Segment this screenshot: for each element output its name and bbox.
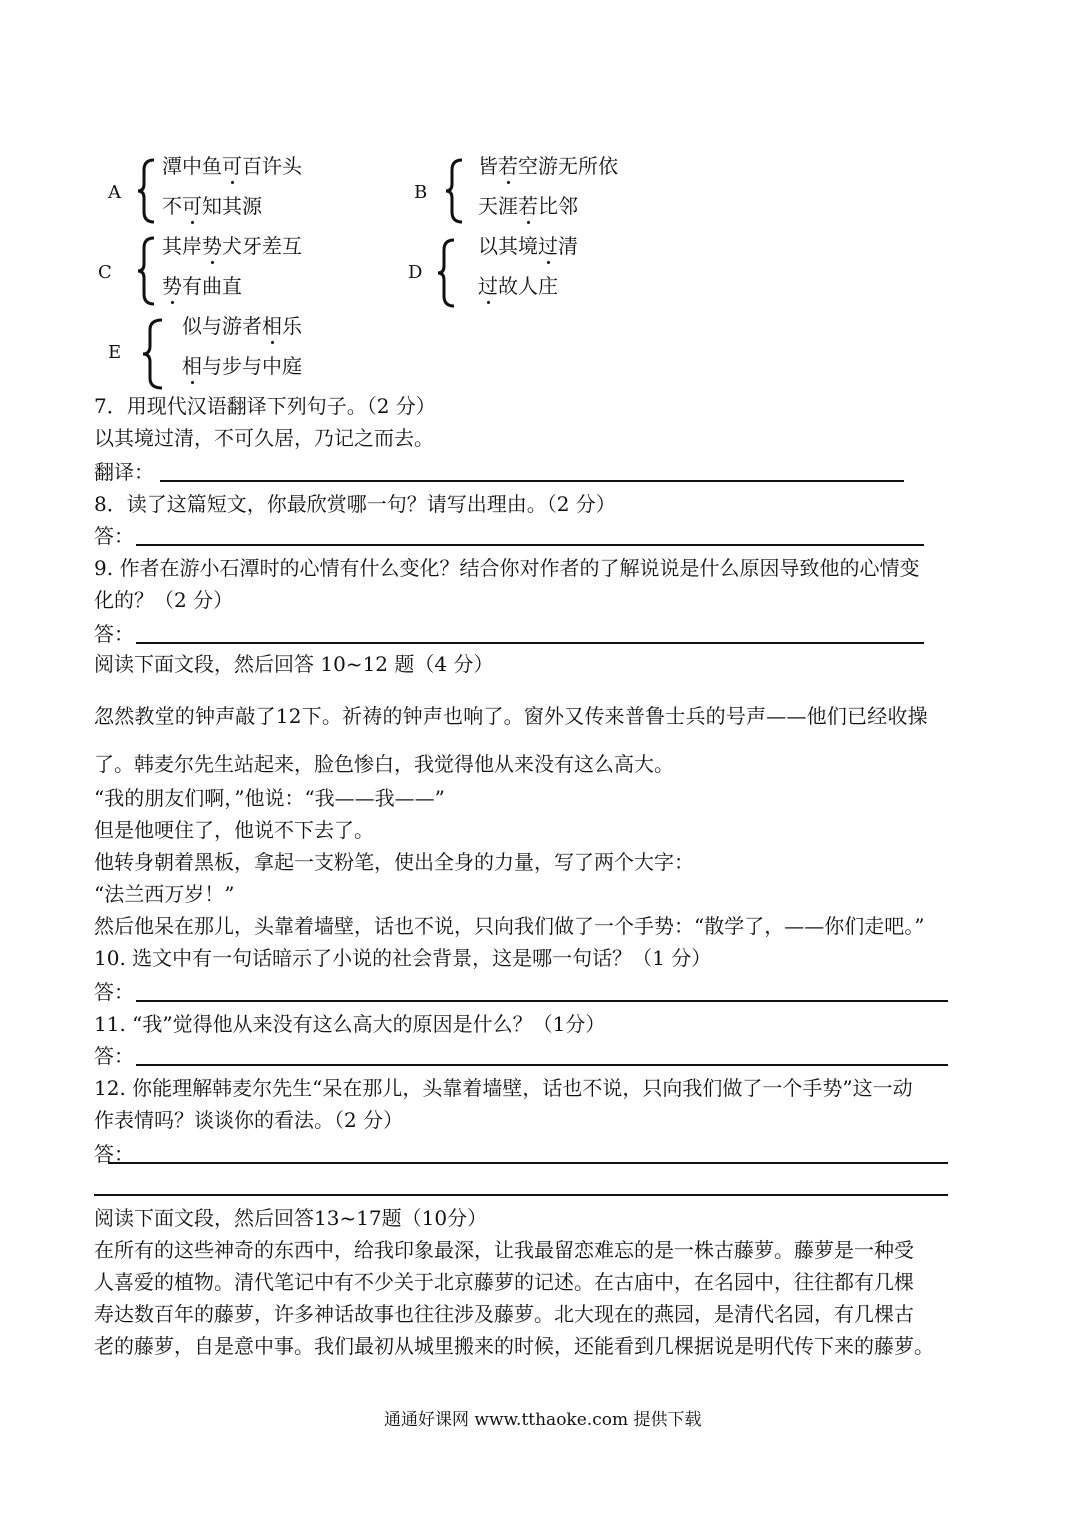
q9-answer-line[interactable] [136, 642, 924, 644]
q12-answer-label: 答： [94, 1142, 134, 1166]
option-a-line2: 不可知其源 [162, 194, 262, 218]
option-b-line1: 皆若空游无所依 [478, 154, 618, 178]
brace-icon [140, 318, 166, 390]
option-label-b: B [414, 182, 428, 203]
section2-passage-line: 然后他呆在那儿，头靠着墙壁，话也不说，只向我们做了一个手势：“散学了，——你们走吧。” [94, 914, 925, 938]
option-label-d: D [408, 262, 423, 283]
q12-question-line2: 作表情吗？谈谈你的看法。（2 分） [94, 1108, 404, 1132]
option-e-line1: 似与游者相乐 [182, 314, 302, 338]
q12-answer-line[interactable] [108, 1162, 948, 1164]
q7-answer-label: 翻译： [94, 460, 154, 484]
q9-question-line1: 9. 作者在游小石潭时的心情有什么变化？结合你对作者的了解说说是什么原因导致他的心情变 [94, 556, 920, 580]
option-c-line2: 势有曲直 [162, 274, 242, 298]
q10-answer-line[interactable] [136, 1000, 948, 1002]
q8-answer-line[interactable] [136, 544, 924, 546]
brace-icon [136, 236, 158, 306]
q12-answer-line-2[interactable] [94, 1194, 948, 1196]
q10-answer-label: 答： [94, 980, 134, 1004]
q11-answer-label: 答： [94, 1044, 134, 1068]
q11-answer-line[interactable] [136, 1064, 948, 1066]
brace-icon [436, 238, 458, 308]
brace-icon [444, 158, 466, 224]
q8-answer-label: 答： [94, 524, 134, 548]
section2-passage-line: “我的朋友们啊，”他说：“我——我——” [94, 786, 445, 810]
section3-passage-line: 在所有的这些神奇的东西中，给我印象最深，让我最留恋难忘的是一株古藤萝。藤萝是一种受 [94, 1238, 914, 1262]
q9-answer-label: 答： [94, 622, 134, 646]
section2-passage-line: 忽然教堂的钟声敲了12下。祈祷的钟声也响了。窗外又传来普鲁士兵的号声——他们已经收操 [94, 704, 928, 728]
option-d-line2: 过故人庄 [478, 274, 558, 298]
q7-sentence: 以其境过清，不可久居，乃记之而去。 [94, 426, 434, 450]
q10-question: 10. 选文中有一句话暗示了小说的社会背景，这是哪一句话？（1 分） [94, 946, 712, 970]
section2-intro: 阅读下面文段，然后回答 10~12 题（4 分） [94, 652, 494, 676]
q7-answer-line[interactable] [160, 480, 904, 482]
section3-intro: 阅读下面文段，然后回答13~17题（10分） [94, 1206, 488, 1230]
q9-question-line2: 化的？（2 分） [94, 588, 234, 612]
option-label-c: C [98, 262, 112, 283]
section3-passage-line: 人喜爱的植物。清代笔记中有不少关于北京藤萝的记述。在古庙中，在名园中，往往都有几棵 [94, 1270, 914, 1294]
section3-passage-line: 老的藤萝，自是意中事。我们最初从城里搬来的时候，还能看到几棵据说是明代传下来的藤萝。 [94, 1334, 934, 1358]
section2-passage-line: “法兰西万岁！” [94, 882, 235, 906]
q7-question: 7．用现代汉语翻译下列句子。（2 分） [94, 394, 436, 418]
page-footer: 通通好课网 www.tthaoke.com 提供下载 [384, 1410, 702, 1430]
option-c-line1: 其岸势犬牙差互 [162, 234, 302, 258]
option-e-line2: 相与步与中庭 [182, 354, 302, 378]
section2-passage-line: 了。韩麦尔先生站起来，脸色惨白，我觉得他从来没有这么高大。 [94, 752, 674, 776]
q12-question-line1: 12. 你能理解韩麦尔先生“呆在那儿，头靠着墙壁，话也不说，只向我们做了一个手势”这一动 [94, 1076, 913, 1100]
section2-passage-line: 他转身朝着黑板，拿起一支粉笔，使出全身的力量，写了两个大字： [94, 850, 694, 874]
option-b-line2: 天涯若比邻 [478, 194, 578, 218]
option-label-e: E [108, 342, 122, 363]
q8-question: 8．读了这篇短文，你最欣赏哪一句？请写出理由。（2 分） [94, 492, 616, 516]
section2-passage-line: 但是他哽住了，他说不下去了。 [94, 818, 374, 842]
brace-icon [136, 158, 158, 224]
option-d-line1: 以其境过清 [478, 234, 578, 258]
option-label-a: A [108, 182, 121, 203]
section3-passage-line: 寿达数百年的藤萝，许多神话故事也往往涉及藤萝。北大现在的燕园，是清代名园，有几棵古 [94, 1302, 914, 1326]
q11-question: 11. “我”觉得他从来没有这么高大的原因是什么？（1分） [94, 1012, 606, 1036]
option-a-line1: 潭中鱼可百许头 [162, 154, 302, 178]
